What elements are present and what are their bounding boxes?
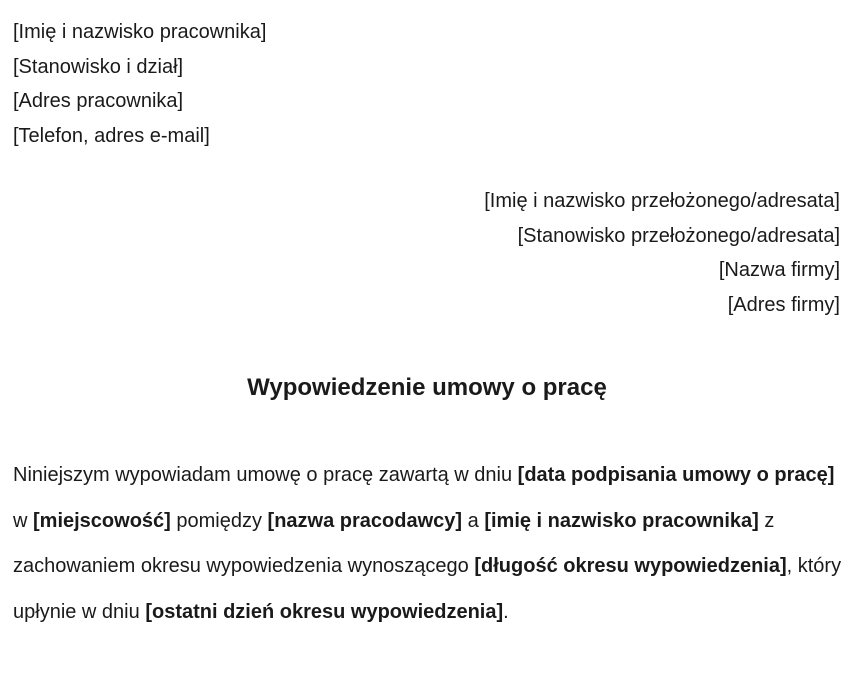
sender-address: [Adres pracownika] [13, 90, 184, 112]
sender-position: [Stanowisko i dział] [13, 55, 184, 78]
placeholder-last-day: [ostatni dzień okresu wypowiedzenia] [145, 600, 504, 623]
placeholder-notice-length: [długość okresu wypowiedzenia] [474, 555, 787, 577]
placeholder-contract-date: [data podpisania umowy o pracę] [517, 464, 835, 486]
body-text-segment: Niniejszym wypowiadam umowę o pracę zawartą w dniu [13, 464, 518, 486]
body-text-segment: . [503, 600, 509, 623]
document-title: Wypowiedzenie umowy o pracę [247, 374, 607, 401]
placeholder-employer-name: [nazwa pracodawcy] [267, 509, 463, 532]
recipient-position: [Stanowisko przełożonego/adresata] [517, 224, 840, 247]
placeholder-place: [miejscowość] [33, 509, 171, 532]
recipient-name: [Imię i nazwisko przełożonego/adresata] [484, 190, 840, 212]
body-text-segment: w [13, 509, 33, 532]
body-text-segment: , który upłynie w dniu [13, 555, 842, 623]
body-paragraph [13, 453, 843, 635]
placeholder-employee-name: [imię i nazwisko pracownika] [484, 509, 759, 532]
recipient-company-address: [Adres firmy] [727, 293, 840, 316]
body-text-segment: z zachowaniem okresu wypowiedzenia wynoszącego [13, 509, 775, 577]
recipient-block [484, 184, 840, 322]
sender-contact: [Telefon, adres e-mail] [13, 124, 210, 147]
sender-block [13, 15, 266, 153]
sender-name: [Imię i nazwisko pracownika] [13, 21, 267, 43]
recipient-company: [Nazwa firmy] [718, 259, 840, 281]
body-text-segment: a [462, 509, 485, 532]
body-text-segment: pomiędzy [170, 509, 268, 532]
